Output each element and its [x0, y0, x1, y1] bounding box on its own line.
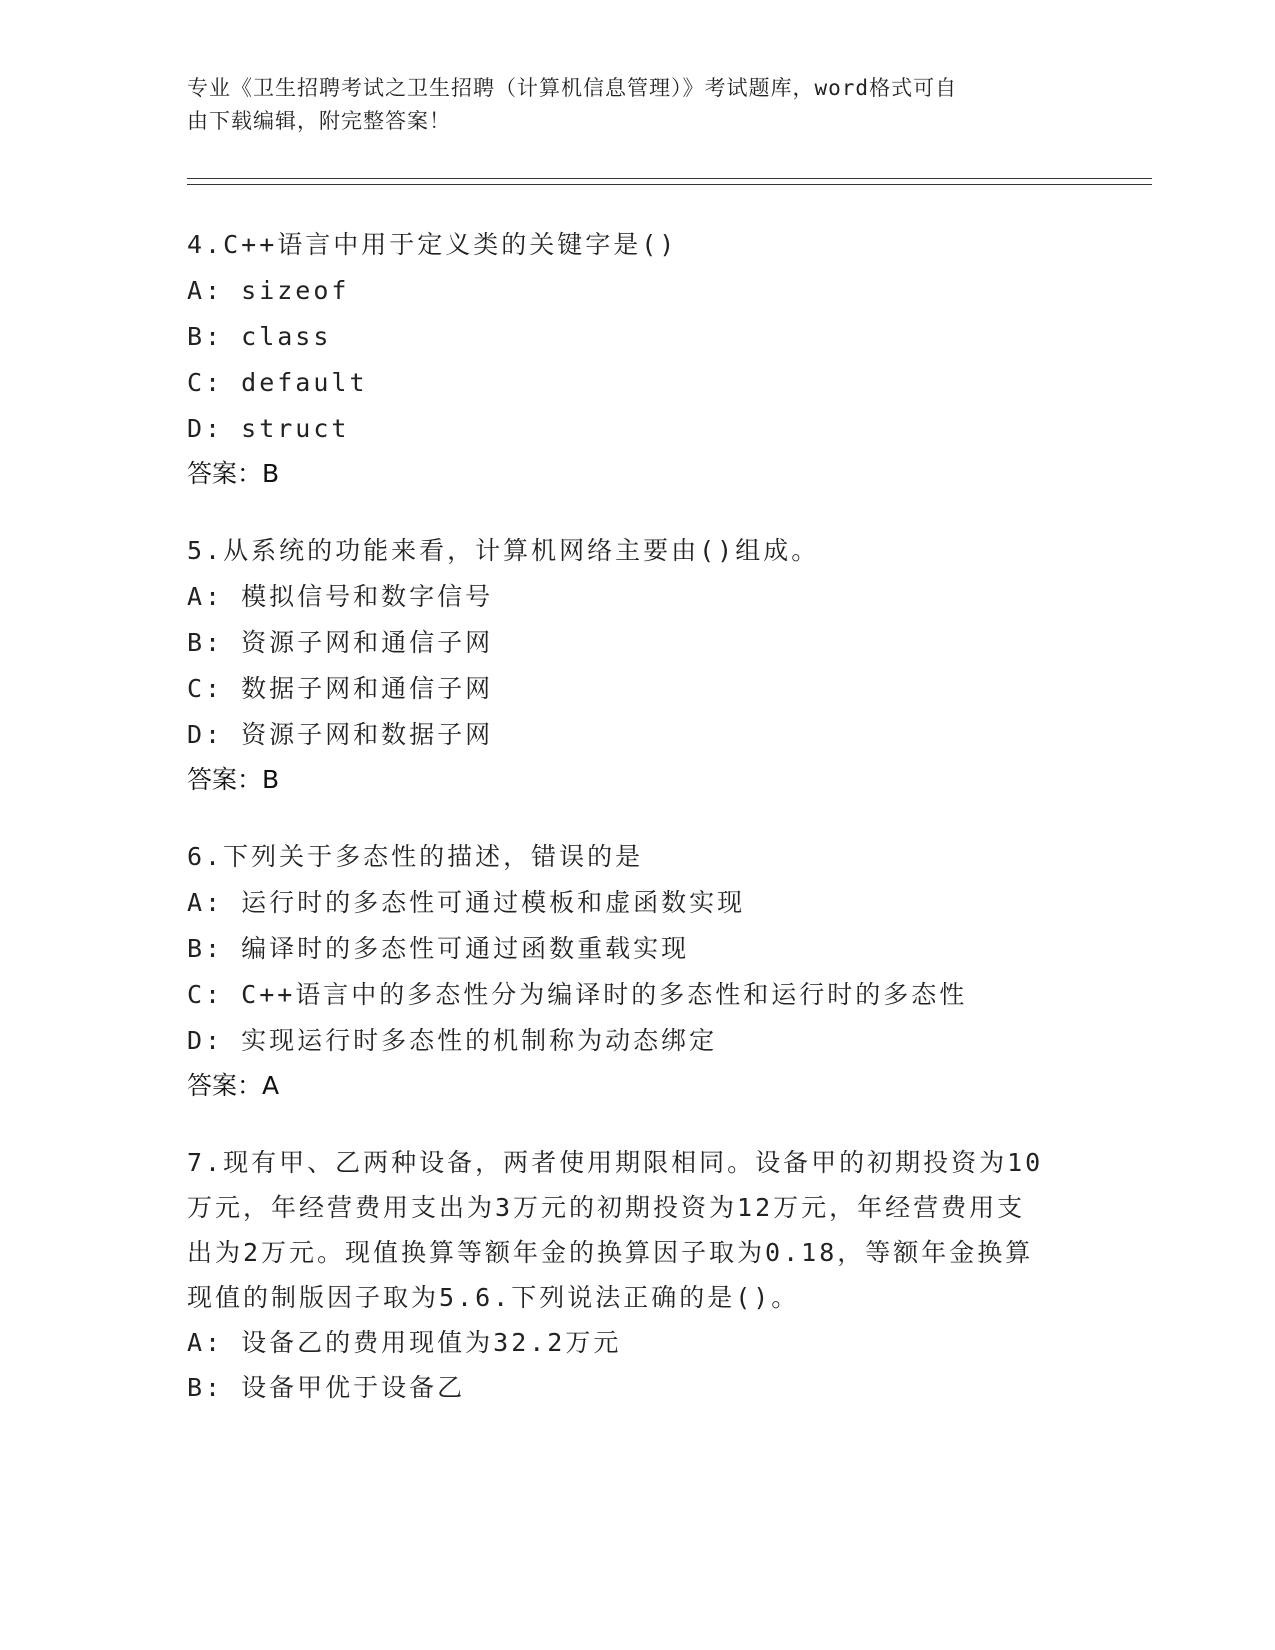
question-4	[187, 222, 1087, 496]
answer-label: 答案：B	[187, 459, 280, 488]
question-5	[187, 528, 1087, 802]
option-a: A: sizeof	[187, 276, 350, 305]
question-stem-line-2: 万元，年经营费用支出为3万元的初期投资为12万元，年经营费用支	[187, 1193, 1026, 1222]
question-stem: 6.下列关于多态性的描述，错误的是	[187, 842, 644, 871]
document-page	[187, 0, 1157, 1650]
option-a: A: 运行时的多态性可通过模板和虚函数实现	[187, 888, 746, 917]
option-d: D: 资源子网和数据子网	[187, 720, 494, 749]
header-divider	[187, 178, 1152, 185]
question-stem: 4.C++语言中用于定义类的关键字是()	[187, 230, 678, 259]
option-b: B: 资源子网和通信子网	[187, 628, 494, 657]
option-a: A: 设备乙的费用现值为32.2万元	[187, 1328, 622, 1357]
option-c: C: 数据子网和通信子网	[187, 674, 494, 703]
option-b: B: class	[187, 322, 332, 351]
option-d: D: struct	[187, 414, 350, 443]
question-stem: 5.从系统的功能来看，计算机网络主要由()组成。	[187, 536, 820, 565]
header-line-1: 专业《卫生招聘考试之卫生招聘（计算机信息管理）》考试题库，word格式可自	[187, 76, 958, 100]
question-7	[187, 1140, 1087, 1410]
option-b: B: 设备甲优于设备乙	[187, 1373, 466, 1402]
document-header	[187, 72, 1067, 138]
option-b: B: 编译时的多态性可通过函数重载实现	[187, 934, 690, 963]
question-stem-line-4: 现值的制版因子取为5.6.下列说法正确的是()。	[187, 1283, 800, 1312]
question-stem-line-1: 7.现有甲、乙两种设备，两者使用期限相同。设备甲的初期投资为10	[187, 1148, 1044, 1177]
option-d: D: 实现运行时多态性的机制称为动态绑定	[187, 1026, 718, 1055]
option-a: A: 模拟信号和数字信号	[187, 582, 494, 611]
question-6	[187, 834, 1087, 1108]
option-c: C: C++语言中的多态性分为编译时的多态性和运行时的多态性	[187, 980, 968, 1009]
option-c: C: default	[187, 368, 368, 397]
header-line-2: 由下载编辑，附完整答案！	[187, 109, 451, 133]
answer-label: 答案：B	[187, 765, 280, 794]
answer-label: 答案：A	[187, 1071, 280, 1100]
question-stem-line-3: 出为2万元。现值换算等额年金的换算因子取为0.18，等额年金换算	[187, 1238, 1034, 1267]
